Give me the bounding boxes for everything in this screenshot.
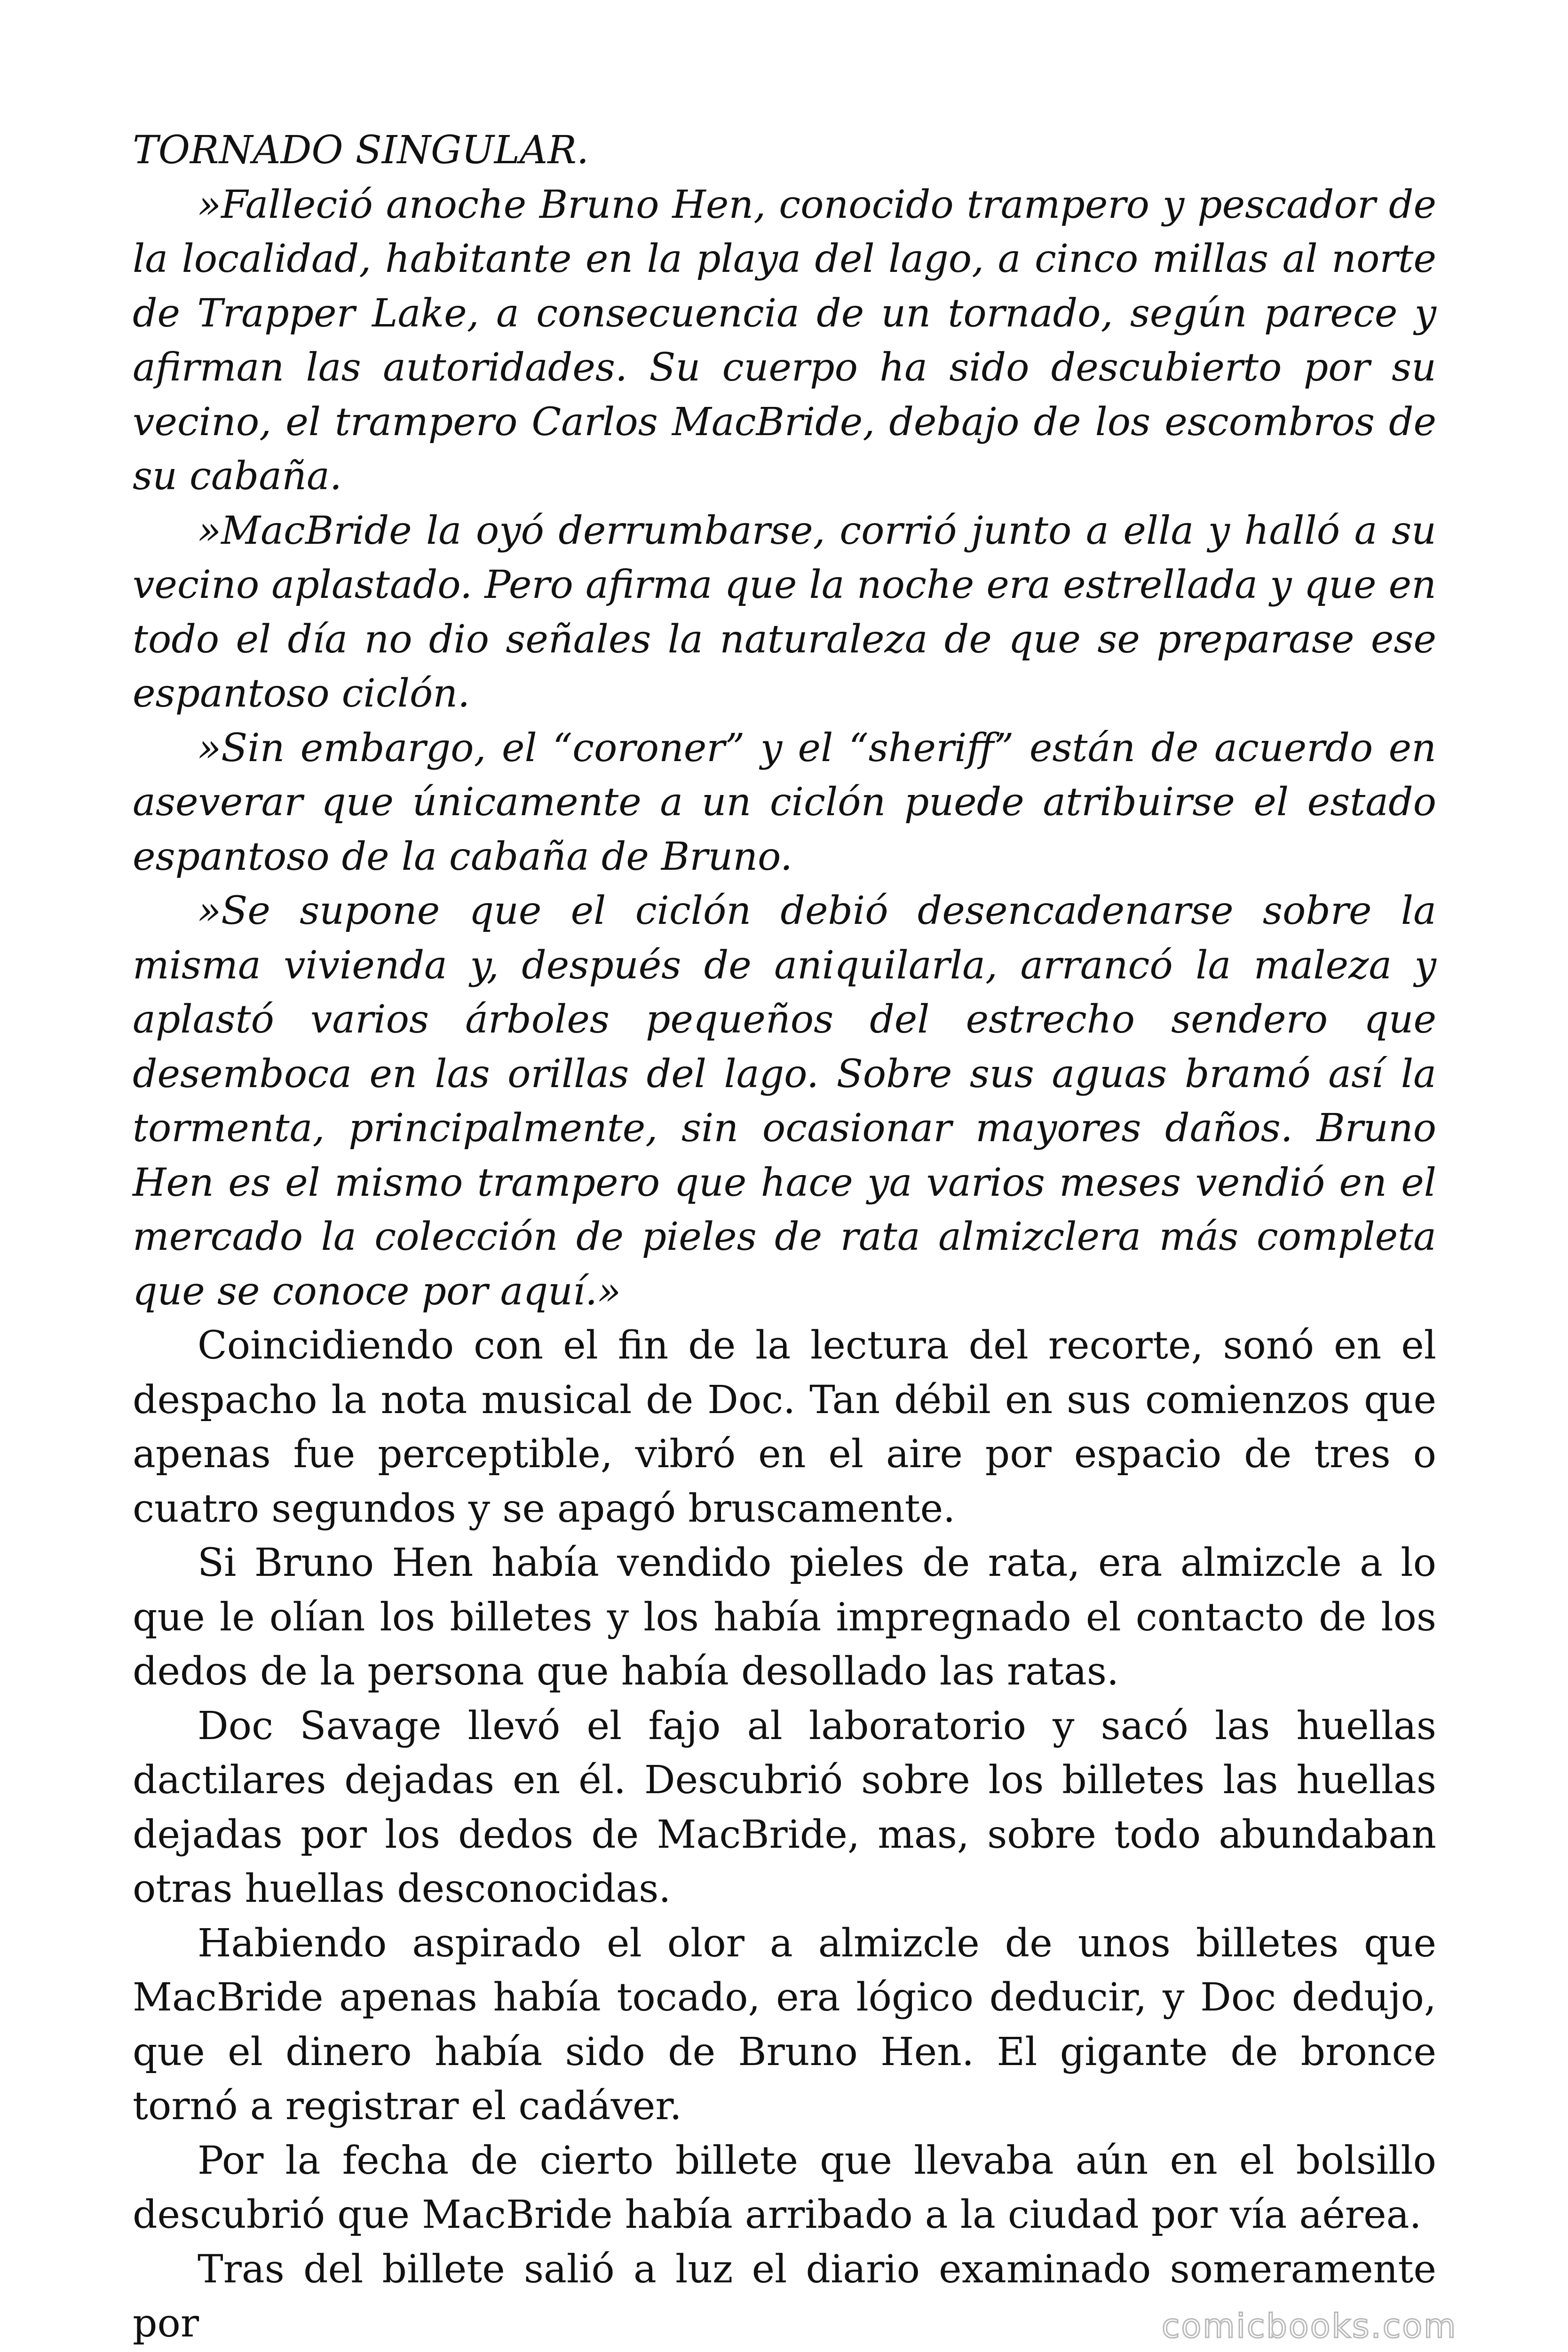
clipping-headline: TORNADO SINGULAR. xyxy=(133,128,589,173)
page-body xyxy=(133,123,1436,2351)
body-paragraph: Si Bruno Hen había vendido pieles de rata, era almizcle a lo que le olían los billetes y los había impregnado el contacto de los dedos de la persona que había desollado las ratas. xyxy=(133,1541,1436,1694)
body-paragraph: Habiendo aspirado el olor a almizcle de unos billetes que MacBride apenas había tocado, era lógico deducir, y Doc dedujo, que el dinero había sido de Bruno Hen. El gigante de bronce tornó a registrar el cadáver. xyxy=(133,1921,1436,2129)
body-paragraph: Tras del billete salió a luz el diario examinado someramente por xyxy=(133,2247,1436,2346)
body-paragraph: Coincidiendo con el fin de la lectura del recorte, sonó en el despacho la nota musical de Doc. Tan débil en sus comienzos que apenas fue perceptible, vibró en el aire por espacio de tres o cuatro segundos y se apagó bruscamente. xyxy=(133,1323,1436,1531)
clipping-paragraph: »Sin embargo, el “coroner” y el “sheriff” están de acuerdo en aseverar que únicamente a un ciclón puede atribuirse el estado espantoso de la cabaña de Bruno. xyxy=(133,725,1436,879)
clipping-paragraph: »Se supone que el ciclón debió desencadenarse sobre la misma vivienda y, después de aniquilarla, arrancó la maleza y aplastó varios árboles pequeños del estrecho sendero que desemboca en las orillas del lago. Sobre sus aguas bramó así la tormenta, principalmente, sin ocasionar mayores daños. Bruno Hen es el mismo trampero que hace ya varios meses vendió en el mercado la colección de pieles de rata almizclera más completa que se conoce por aquí.» xyxy=(133,889,1436,1314)
clipping-paragraph: »Falleció anoche Bruno Hen, conocido trampero y pescador de la localidad, habitante en la playa del lago, a cinco millas al norte de Trapper Lake, a consecuencia de un tornado, según parece y afirman las autoridades. Su cuerpo ha sido descubierto por su vecino, el trampero Carlos MacBride, debajo de los escombros de su cabaña. xyxy=(133,182,1436,499)
body-paragraph: Por la fecha de cierto billete que llevaba aún en el bolsillo descubrió que MacBride había arribado a la ciudad por vía aérea. xyxy=(133,2138,1436,2237)
site-watermark: comicbooks.com xyxy=(1162,2307,1457,2345)
clipping-paragraph: »MacBride la oyó derrumbarse, corrió junto a ella y halló a su vecino aplastado. Pero afirma que la noche era estrellada y que en todo el día no dio señales la naturaleza de que se preparase ese espantoso ciclón. xyxy=(133,508,1436,716)
body-paragraph: Doc Savage llevó el fajo al laboratorio y sacó las huellas dactilares dejadas en él. Descubrió sobre los billetes las huellas dejadas por los dedos de MacBride, mas, sobre todo abundaban otras huellas desconocidas. xyxy=(133,1703,1436,1911)
